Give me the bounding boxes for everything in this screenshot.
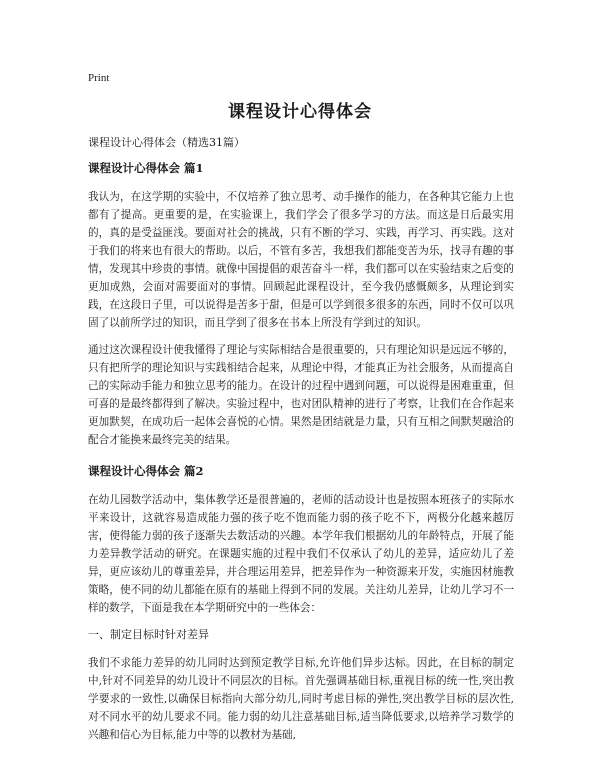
- section-heading-1: 课程设计心得体会 篇1: [88, 161, 204, 175]
- document-body: [88, 160, 514, 753]
- page-title: 课程设计心得体会: [228, 102, 372, 122]
- print-label: Print: [88, 72, 110, 84]
- paragraph: 我们不求能力差异的幼儿同时达到预定教学目标,允许他们异步达标。因此，在目标的制定中,针对不同差异的幼儿设计不同层次的目标。首先强调基础目标,重视目标的统一性,突出教学要求的一致性,以确保目标指向大部分幼儿,同时考虑目标的弹性,突出教学目标的层次性,对不同水平的幼儿要求不同。能力弱的幼儿注意基础目标,适当降低要求,以培养学习数学的兴趣和信心为目标,能力中等的以教材为基础,: [88, 657, 514, 741]
- section-heading-2: 课程设计心得体会 篇2: [88, 464, 204, 478]
- paragraph: 通过这次课程设计使我懂得了理论与实际相结合是很重要的，只有理论知识是远远不够的，只有把所学的理论知识与实践相结合起来，从理论中得，才能真正为社会服务，从而提高自己的实际动手能力和独立思考的能力。在设计的过程中遇到问题，可以说得是困难重重，但可喜的是最终都得到了解决。实验过程中，也对团队精神的进行了考察，让我们在合作起来更加默契，在成功后一起体会喜悦的心情。果然是团结就是力量，只有互相之间默契融洽的配合才能换来最终完美的结果。: [88, 344, 514, 446]
- page-subtitle: 课程设计心得体会（精选31篇）: [88, 136, 245, 149]
- paragraph: 在幼儿园数学活动中，集体教学还是很普遍的，老师的活动设计也是按照本班孩子的实际水平来设计，这就容易造成能力强的孩子吃不饱而能力弱的孩子吃不下，两极分化越来越厉害，使得能力弱的孩子逐渐失去数活动的兴趣。本学年我们根据幼儿的年龄特点，开展了能力差异教学活动的研究。在课题实施的过程中我们不仅承认了幼儿的差异，适应幼儿了差异，更应该幼儿的尊重差异，并合理运用差异，把差异作为一种资源来开发，实施因材施教策略，使不同的幼儿都能在原有的基础上得到不同的发展。关注幼儿差异，让幼儿学习不一样的数学，下面是我在本学期研究中的一些体会：: [88, 494, 514, 614]
- subsection-heading: 一、制定目标时针对差异: [88, 628, 209, 641]
- paragraph: 我认为，在这学期的实验中，不仅培养了独立思考、动手操作的能力，在各种其它能力上也都有了提高。更重要的是，在实验课上，我们学会了很多学习的方法。而这是日后最实用的，真的是受益匪浅。要面对社会的挑战，只有不断的学习、实践，再学习、再实践。这对于我们的将来也有很大的帮助。以后，不管有多苦，我想我们都能变苦为乐，找寻有趣的事情，发现其中珍贵的事情。就像中国提倡的艰苦奋斗一样，我们都可以在实验结束之后变的更加成熟，会面对需要面对的事情。回顾起此课程设计，至今我仍感慨颇多，从理论到实践，在这段日子里，可以说得是苦多于甜，但是可以学到很多很多的东西，同时不仅可以巩固了以前所学过的知识，而且学到了很多在书本上所没有学到过的知识。: [88, 191, 514, 329]
